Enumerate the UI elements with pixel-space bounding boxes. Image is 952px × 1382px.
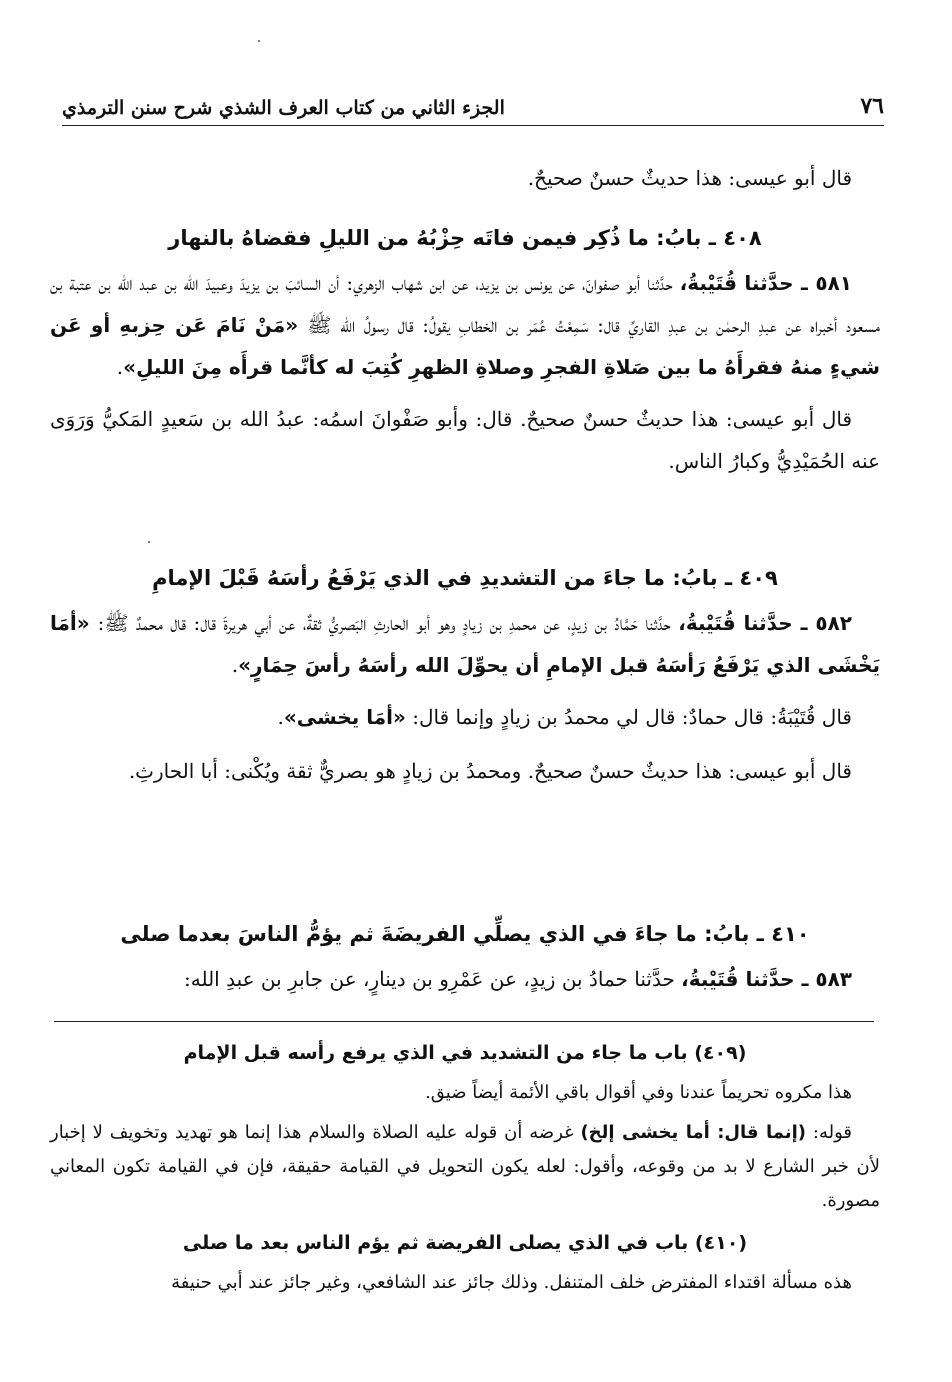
scan-speck: [148, 541, 150, 543]
running-title: الجزء الثاني من كتاب العرف الشذي شرح سنن الترمذي: [62, 97, 505, 119]
hadith-number: ٥٨٢ ـ حدَّثنا قُتَيْبةُ،: [678, 611, 852, 635]
chapter-heading-409: ٤٠٩ ـ بابُ: ما جاءَ من التشديدِ في الذي يَرْفَعُ رأسَهُ قَبْلَ الإمامِ: [152, 566, 778, 590]
commentary-para-1: هذا مكروه تحريماً عندنا وفي أقوال باقي الأئمة أيضاً ضيق.: [425, 1082, 852, 1103]
commentary-para-3: هذه مسألة اقتداء المفترض خلف المتنفل. وذلك جائز عند الشافعي، وغير جائز عند أبي حنيفة: [171, 1272, 852, 1293]
punctuation: .: [277, 705, 284, 729]
punctuation: .: [231, 653, 239, 677]
scan-speck: [258, 40, 260, 42]
hadith-isnad: حدَّثنا حمادُ بن زيدٍ، عن عَمْرِو بن دينارٍ، عن جابرِ بن عبدِ الله:: [184, 967, 682, 991]
comment-581: قال أبو عيسى: هذا حديثٌ حسنٌ صحيحٌ. قال: وأبو صَفْوانَ اسمُه: عبدُ الله بن سَعيدٍ المَكيُّ وَرَوَى عنه الحُمَيْدِيُّ وكبارُ الناس.: [50, 407, 880, 473]
comment-text: قال قُتَيْبَةُ: قال حمادٌ: قال لي محمدُ بن زيادٍ وإنما قال:: [405, 705, 852, 729]
commentary-text: قوله:: [806, 1122, 852, 1143]
hadith-number: ٥٨٣ ـ حدَّثنا قُتَيْبةُ،: [681, 967, 852, 991]
hadith-582: [50, 602, 880, 686]
commentary-section: [50, 1034, 880, 1300]
commentary-para-2: [50, 1116, 880, 1218]
commentary-text: غرضه أن قوله عليه الصلاة والسلام هذا إنما هو تهديد وتخويف لا إخبار لأن خبر الشارع لا بد من وقوعه، وأقول: لعله يكون التحويل في القيامة حقيقة، فإن في القيامة تكون المعاني مصورة.: [50, 1122, 880, 1211]
hadith-matn: «أمَا يَخْشَى الذي يَرْفَعُ رَأسَهُ قبل الإمامِ أن يحوِّلَ الله رأسَهُ رأسَ حِمَارٍ»: [50, 611, 880, 677]
commentary-quote: (إنما قال: أما يخشى إلخ): [580, 1122, 806, 1143]
chapter-heading-408: ٤٠٨ ـ بابُ: ما ذُكِر فيمن فاتَه حِزْبُهُ من الليلِ فقضاهُ بالنهار: [168, 226, 762, 250]
hadith-583: [50, 958, 880, 1000]
hadith-isnad: حدَّثنا حَمَّادُ بن زيدٍ، عن محمدِ بن زيادٍ وهو أبو الحارثِ البَصريُّ ثقةٌ، عن أبي هريرةَ قال: قال محمدٌ ﷺ:: [97, 611, 679, 635]
comment-quote: «أمَا يخشى»: [283, 705, 406, 729]
main-text-part-1: [50, 157, 880, 482]
chapter-heading-410: ٤١٠ ـ بابُ: ما جاءَ في الذي يصلِّي الفريضَةَ ثم يؤمُّ الناسَ بعدما صلى: [120, 922, 810, 946]
commentary-heading-410: (٤١٠) باب في الذي يصلى الفريضة ثم يؤم الناس بعد ما صلى: [182, 1232, 748, 1254]
footnote-separator: [54, 1021, 874, 1022]
main-text-part-2: [50, 558, 880, 792]
hadith-581: [50, 262, 880, 388]
page-number: ٧٦: [860, 93, 884, 119]
main-text-part-3: [50, 914, 880, 1000]
verdict-line: قال أبو عيسى: هذا حديثٌ حسنٌ صحيحٌ.: [527, 166, 852, 190]
comment-582-a: [50, 696, 880, 738]
commentary-heading-409: (٤٠٩) باب ما جاء من التشديد في الذي يرفع رأسه قبل الإمام: [183, 1042, 747, 1064]
hadith-matn: «مَنْ نَامَ عَن حِزبهِ أو عَن شيءٍ منهُ فقرأَهُ ما بين صَلاةِ الفجرِ وصلاةِ الظهرِ كُتِبَ له كأنَّما قرأَه مِنَ الليلِ»: [50, 313, 880, 379]
comment-582-b: قال أبو عيسى: هذا حديثٌ حسنٌ صحيحٌ. ومحمدُ بن زيادٍ هو بصريٌّ ثقة ويُكْنى: أبا الحارثِ.: [128, 759, 852, 783]
page-header: [62, 92, 884, 126]
hadith-number: ٥٨١ ـ حدَّثنا قُتَيْبةُ،: [679, 271, 852, 295]
hadith-isnad: حدَّثنا أبو صفوانَ، عن يونس بن يزيد، عن ابن شهاب الزهري: أن السائبَ بن يزيدَ وعبيدَ الله بن عبد الله بن عتبة بن مسعود أخبراه عن عبدِ الرحمٰن بن عبدِ القاريِّ قال: سَمِعْتُ عُمَر بن الخطابِ يقولُ: قال رسولُ الله ﷺ: [50, 271, 881, 337]
punctuation: .: [116, 355, 124, 379]
